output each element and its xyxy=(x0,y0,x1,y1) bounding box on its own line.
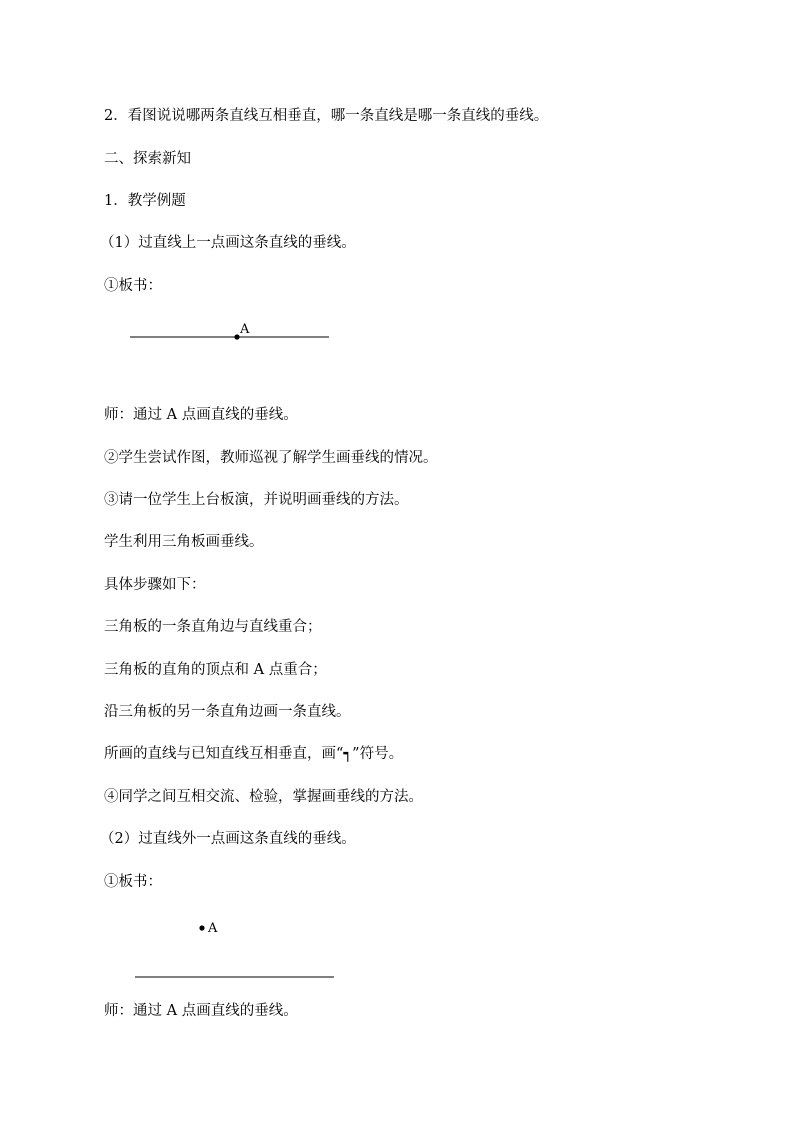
board-label-2: ①板书： xyxy=(104,874,162,890)
figure-point-on-line xyxy=(130,322,329,340)
substep-2: 三角板的直角的顶点和 A 点重合； xyxy=(104,662,327,678)
perpendicular-note-before: 所画的直线与已知直线互相垂直，画“ xyxy=(104,746,344,762)
subsection-heading: 1．教学例题 xyxy=(104,193,186,209)
figure2-point-label: A xyxy=(208,921,218,936)
teacher-line-2: 师：通过 A 点画直线的垂线。 xyxy=(104,1003,298,1019)
right-angle-symbol-icon: ┑ xyxy=(343,746,353,762)
figure1-point xyxy=(234,334,239,339)
figure-point-off-line xyxy=(135,921,334,977)
step-3: ③请一位学生上台板演，并说明画垂线的方法。 xyxy=(104,492,409,508)
board-label-1: ①板书： xyxy=(104,278,162,294)
student-method: 学生利用三角板画垂线。 xyxy=(104,534,264,550)
example-2-title: （2）过直线外一点画这条直线的垂线。 xyxy=(100,831,356,847)
step-2: ②学生尝试作图，教师巡视了解学生画垂线的情况。 xyxy=(104,450,438,466)
perpendicular-note xyxy=(104,745,403,763)
substep-3: 沿三角板的另一条直角边画一条直线。 xyxy=(104,704,351,720)
figure1-point-label: A xyxy=(240,322,250,337)
perpendicular-note-after: ”符号。 xyxy=(352,746,404,762)
figure2-point xyxy=(199,925,204,930)
steps-intro: 具体步骤如下： xyxy=(104,577,206,593)
example-1-title: （1）过直线上一点画这条直线的垂线。 xyxy=(100,235,356,251)
teacher-line-1: 师：通过 A 点画直线的垂线。 xyxy=(104,407,298,423)
section-heading: 二、探索新知 xyxy=(104,151,191,167)
substep-1: 三角板的一条直角边与直线重合； xyxy=(104,619,322,635)
text-line-1: 2．看图说说哪两条直线互相垂直，哪一条直线是哪一条直线的垂线。 xyxy=(104,108,549,124)
step-4: ④同学之间互相交流、检验，掌握画垂线的方法。 xyxy=(104,789,423,805)
